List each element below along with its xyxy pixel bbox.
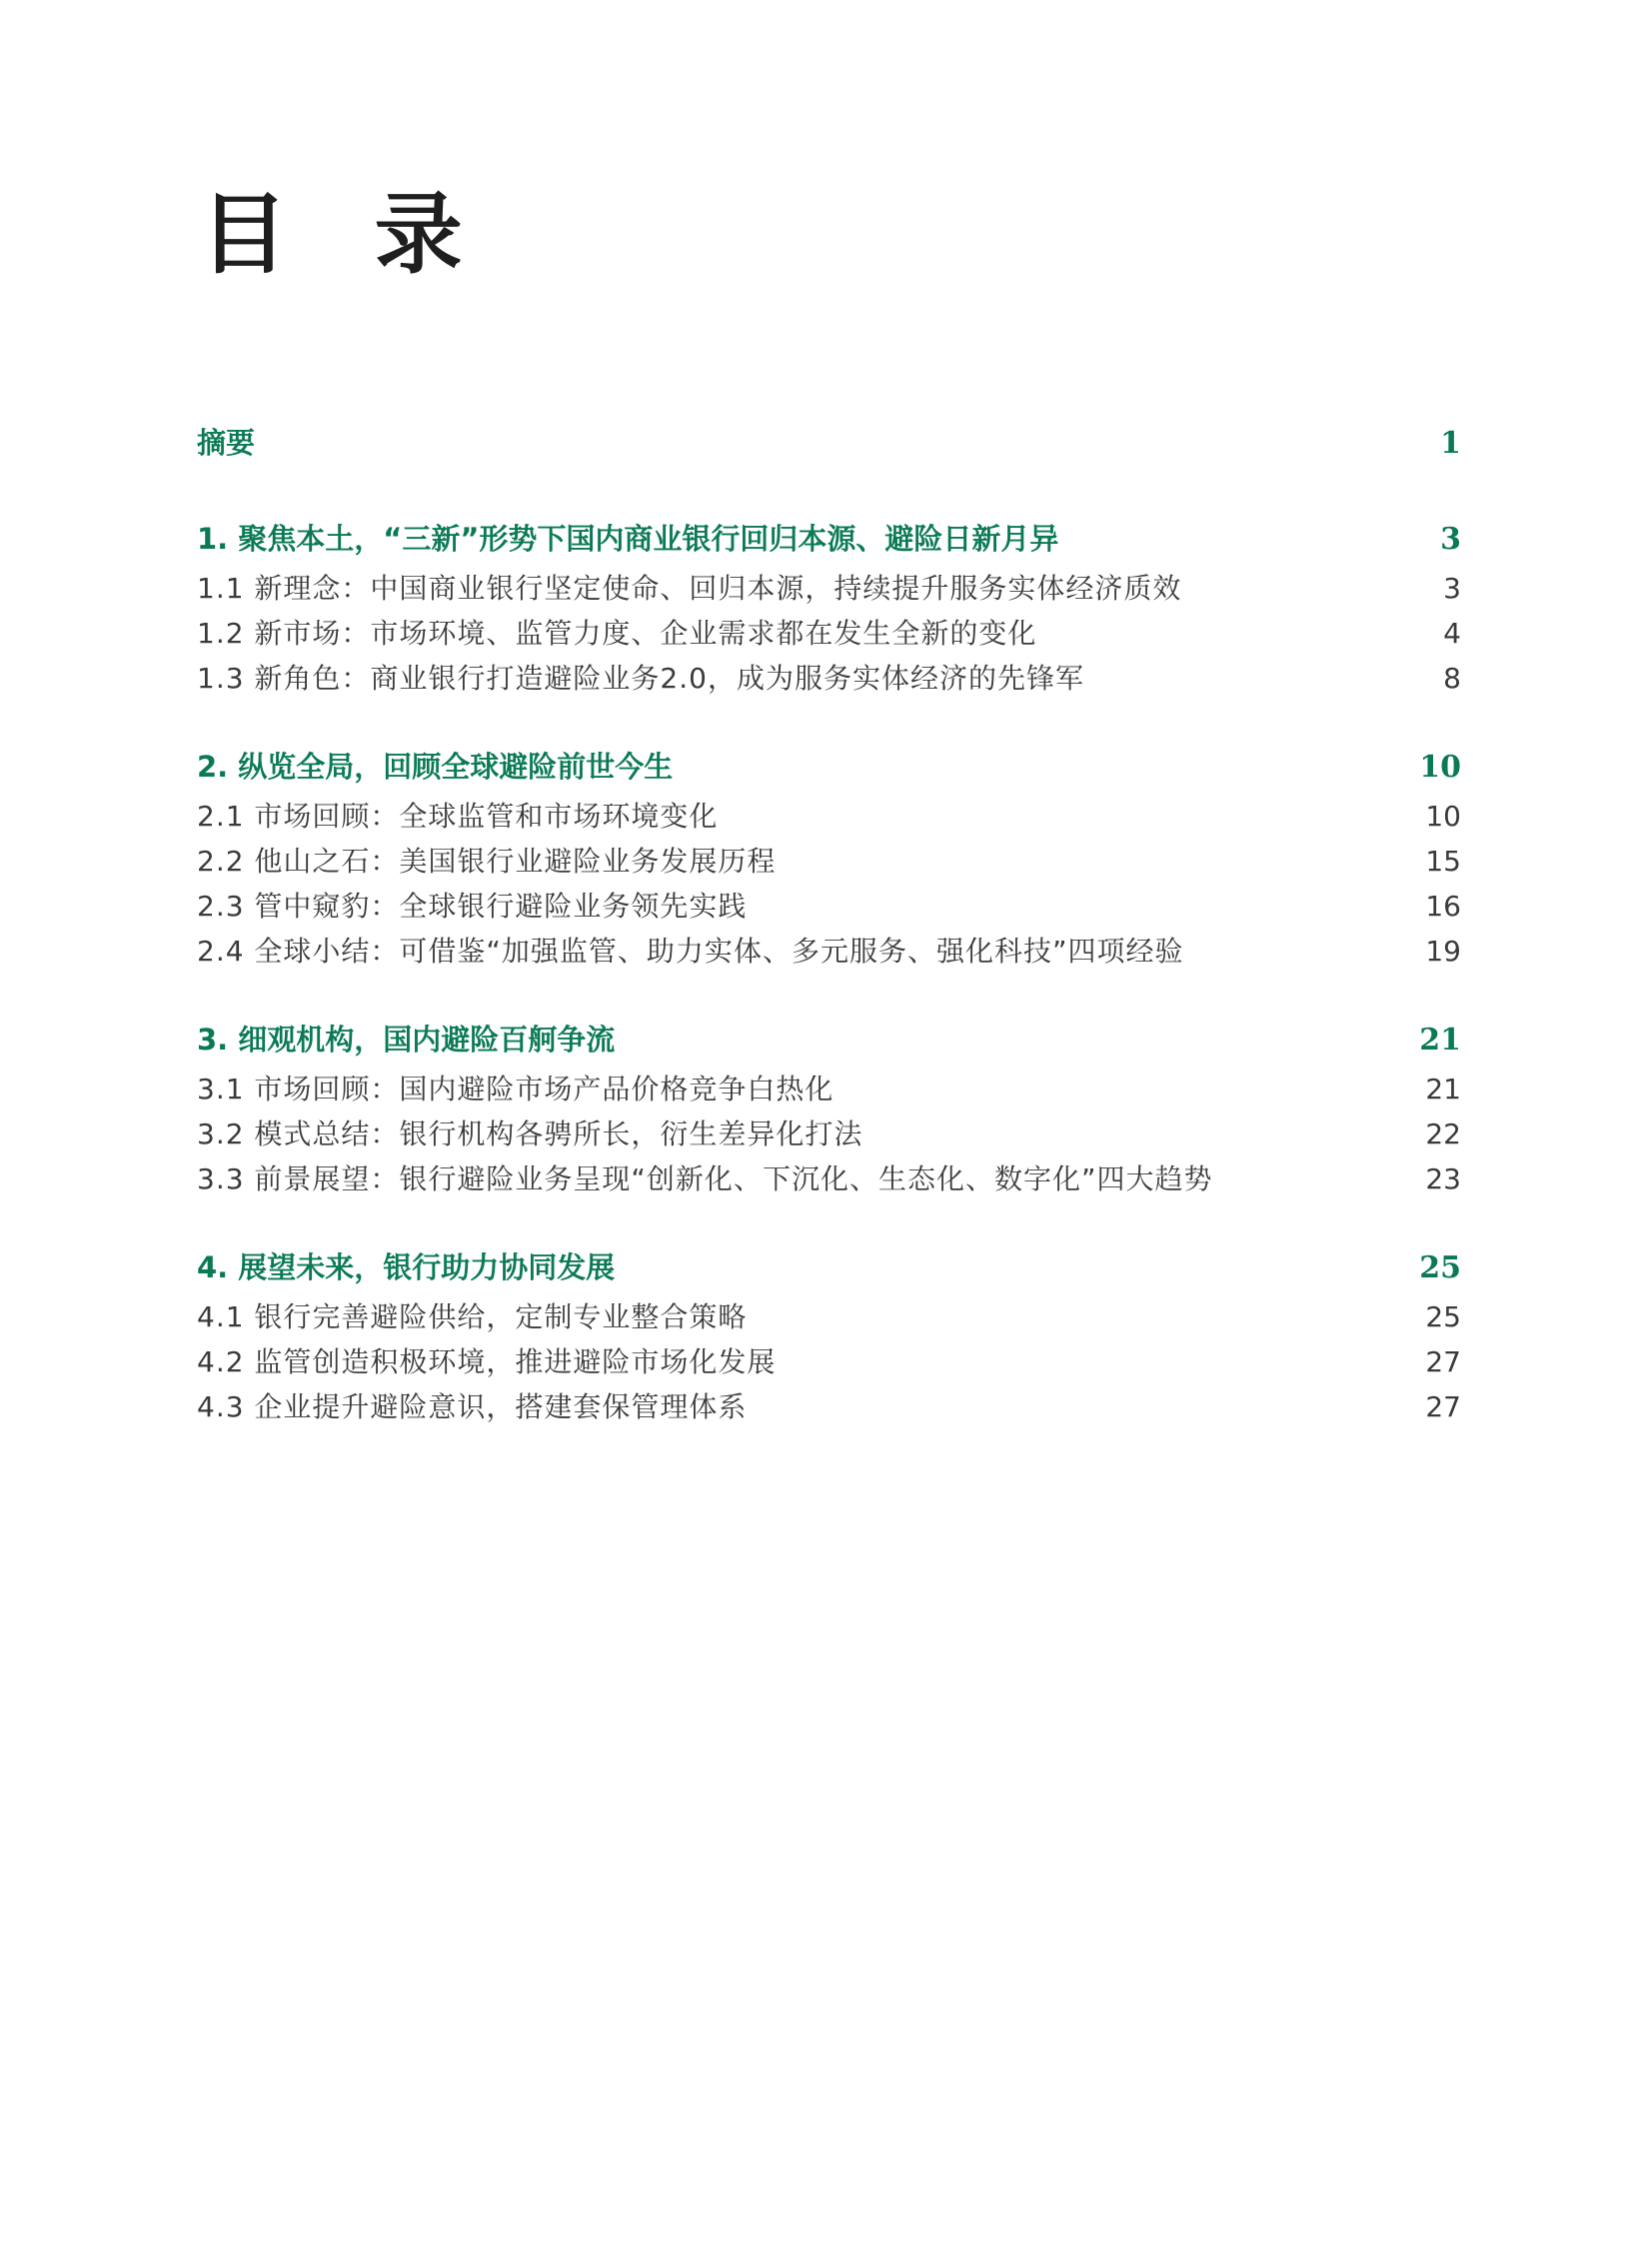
toc-entry-label: 4.3 企业提升避险意识，搭建套保管理体系 (197, 1390, 748, 1423)
toc-sub-entry[interactable] (197, 566, 1461, 611)
toc-entry-label: 1.3 新角色：商业银行打造避险业务2.0，成为服务实体经济的先锋军 (197, 662, 1084, 695)
toc-page-number: 22 (1425, 1118, 1461, 1150)
toc-sub-entry[interactable] (197, 884, 1461, 929)
toc-sub-entry[interactable] (197, 1112, 1461, 1156)
toc-sub-entry[interactable] (197, 839, 1461, 884)
toc-entry-label: 2.4 全球小结：可借鉴“加强监管、助力实体、多元服务、强化科技”四项经验 (197, 935, 1184, 968)
toc-sub-entry[interactable] (197, 794, 1461, 839)
toc-section-3 (197, 1017, 1461, 1201)
toc-page-number: 25 (1425, 1300, 1461, 1333)
toc-heading-label: 1. 聚焦本土，“三新”形势下国内商业银行回归本源、避险日新月异 (197, 522, 1059, 556)
toc-sub-entry[interactable] (197, 1294, 1461, 1339)
table-of-contents (197, 420, 1461, 1472)
toc-entry-label: 3.2 模式总结：银行机构各骋所长，衍生差异化打法 (197, 1118, 863, 1150)
toc-section-2 (197, 744, 1461, 974)
toc-entry-label: 2.2 他山之石：美国银行业避险业务发展历程 (197, 845, 777, 878)
toc-heading-label: 2. 纵览全局，回顾全球避险前世今生 (197, 750, 674, 784)
toc-section-heading[interactable] (197, 516, 1461, 562)
toc-entry-label: 3.1 市场回顾：国内避险市场产品价格竞争白热化 (197, 1073, 834, 1106)
toc-page-number: 10 (1419, 750, 1461, 785)
toc-page-number: 3 (1440, 522, 1461, 557)
toc-page-number: 1 (1440, 426, 1461, 461)
toc-abstract-group (197, 420, 1461, 466)
toc-sub-entry[interactable] (197, 929, 1461, 974)
toc-entry-label: 4.2 监管创造积极环境，推进避险市场化发展 (197, 1345, 777, 1378)
toc-entry-label: 3.3 前景展望：银行避险业务呈现“创新化、下沉化、生态化、数字化”四大趋势 (197, 1162, 1213, 1195)
toc-page-number: 27 (1425, 1345, 1461, 1378)
toc-page-number: 8 (1443, 662, 1461, 695)
toc-page-number: 4 (1443, 617, 1461, 650)
toc-sub-entry[interactable] (197, 1067, 1461, 1112)
toc-entry-label: 1.2 新市场：市场环境、监管力度、企业需求都在发生全新的变化 (197, 617, 1037, 650)
toc-entry-label: 2.1 市场回顾：全球监管和市场环境变化 (197, 800, 719, 833)
toc-sub-entry[interactable] (197, 611, 1461, 656)
toc-heading-label: 3. 细观机构，国内避险百舸争流 (197, 1023, 616, 1057)
toc-entry-label: 4.1 银行完善避险供给，定制专业整合策略 (197, 1300, 748, 1333)
toc-sub-entry[interactable] (197, 1384, 1461, 1429)
toc-sub-entry[interactable] (197, 1156, 1461, 1201)
toc-page-number: 21 (1419, 1023, 1461, 1058)
toc-page-number: 23 (1425, 1162, 1461, 1195)
toc-page-number: 10 (1425, 800, 1461, 833)
toc-heading-label: 摘要 (197, 426, 256, 460)
toc-section-heading[interactable] (197, 1017, 1461, 1063)
toc-page-number: 3 (1443, 572, 1461, 605)
toc-page-number: 21 (1425, 1073, 1461, 1106)
toc-section-heading[interactable] (197, 1244, 1461, 1290)
toc-section-1 (197, 516, 1461, 701)
toc-entry-label: 2.3 管中窥豹：全球银行避险业务领先实践 (197, 890, 748, 923)
toc-section-heading[interactable] (197, 744, 1461, 790)
toc-section-4 (197, 1244, 1461, 1429)
toc-page-number: 25 (1419, 1250, 1461, 1285)
toc-entry-abstract[interactable] (197, 420, 1461, 466)
toc-sub-entry[interactable] (197, 656, 1461, 701)
page-title: 目 录 (200, 182, 491, 286)
toc-page-number: 27 (1425, 1390, 1461, 1423)
toc-page-number: 15 (1425, 845, 1461, 878)
toc-sub-entry[interactable] (197, 1339, 1461, 1384)
toc-page-number: 16 (1425, 890, 1461, 923)
toc-entry-label: 1.1 新理念：中国商业银行坚定使命、回归本源，持续提升服务实体经济质效 (197, 572, 1182, 605)
toc-heading-label: 4. 展望未来，银行助力协同发展 (197, 1250, 616, 1284)
toc-page-number: 19 (1425, 935, 1461, 968)
